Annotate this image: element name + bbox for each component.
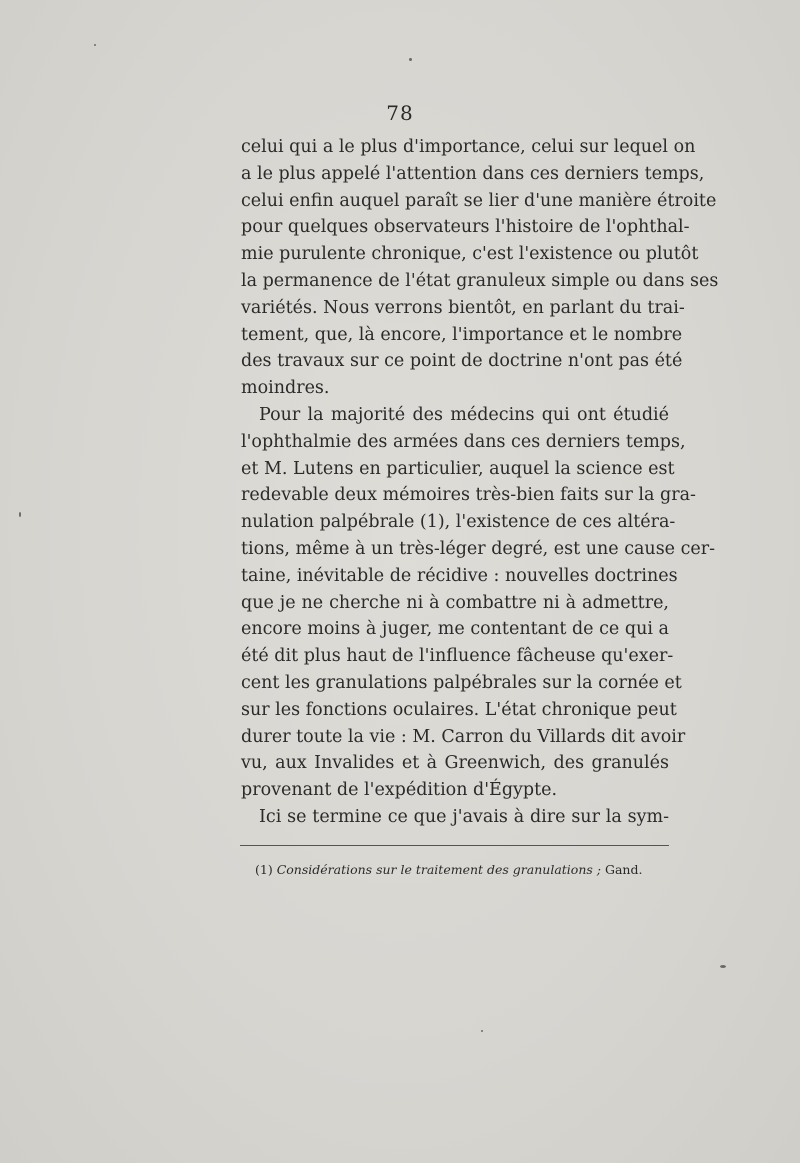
page-number: 78 — [386, 101, 414, 125]
text-line: la permanence de l'état granuleux simple ou dans ses — [241, 270, 719, 291]
text-line: pour quelques observateurs l'histoire de l'ophthal- — [241, 217, 690, 238]
text-line: provenant de l'expédition d'Égypte. — [241, 780, 558, 801]
footnote-divider — [240, 845, 669, 846]
text-line: taine, inévitable de récidive : nouvelles doctrines — [241, 565, 678, 586]
text-line: variétés. Nous verrons bientôt, en parlant du trai- — [241, 297, 685, 318]
text-line: celui enfin auquel paraît se lier d'une manière étroite — [241, 190, 717, 211]
text-line: sur les fonctions oculaires. L'état chronique peut — [241, 699, 677, 720]
text-line: des travaux sur ce point de doctrine n'ont pas été — [241, 351, 683, 372]
text-line: et M. Lutens en particulier, auquel la science est — [241, 458, 675, 479]
text-line: l'ophthalmie des armées dans ces derniers temps, — [241, 431, 686, 452]
text-line: a le plus appelé l'attention dans ces derniers temps, — [241, 163, 705, 184]
footnote — [255, 862, 642, 877]
text-line: celui qui a le plus d'importance, celui sur lequel on — [241, 137, 696, 157]
body-text — [241, 134, 719, 831]
paragraph-start-line: Ici se termine ce que j'avais à dire sur la sym- — [259, 806, 669, 827]
paper-speck — [481, 1030, 483, 1032]
paper-speck — [720, 965, 726, 968]
text-line: été dit plus haut de l'influence fâcheuse qu'exer- — [241, 646, 674, 667]
paragraph-start-line: Pour la majorité des médecins qui ont étudié — [259, 404, 669, 425]
text-line: redevable deux mémoires très-bien faits sur la gra- — [241, 485, 696, 506]
text-line: nulation palpébrale (1), l'existence de ces altéra- — [241, 512, 676, 533]
text-line: tement, que, là encore, l'importance et le nombre — [241, 324, 683, 345]
paper-speck — [94, 44, 96, 46]
text-line: durer toute la vie : M. Carron du Villards dit avoir — [241, 726, 686, 747]
text-line: encore moins à juger, me contentant de ce qui a — [241, 619, 669, 640]
text-line: tions, même à un très-léger degré, est une cause cer- — [241, 538, 716, 559]
text-line: vu, aux Invalides et à Greenwich, des granulés — [241, 753, 669, 774]
paper-speck — [409, 58, 412, 61]
footnote-place: Gand. — [604, 862, 643, 877]
footnote-marker: (1) — [255, 862, 273, 877]
text-line: que je ne cherche ni à combattre ni à admettre, — [241, 592, 669, 613]
text-line: moindres. — [241, 378, 330, 399]
text-line: mie purulente chronique, c'est l'existence ou plutôt — [241, 244, 699, 265]
paper-speck — [19, 512, 21, 517]
footnote-title: Considérations sur le traitement des granulations ; — [276, 862, 601, 877]
text-line: cent les granulations palpébrales sur la cornée et — [241, 672, 682, 693]
